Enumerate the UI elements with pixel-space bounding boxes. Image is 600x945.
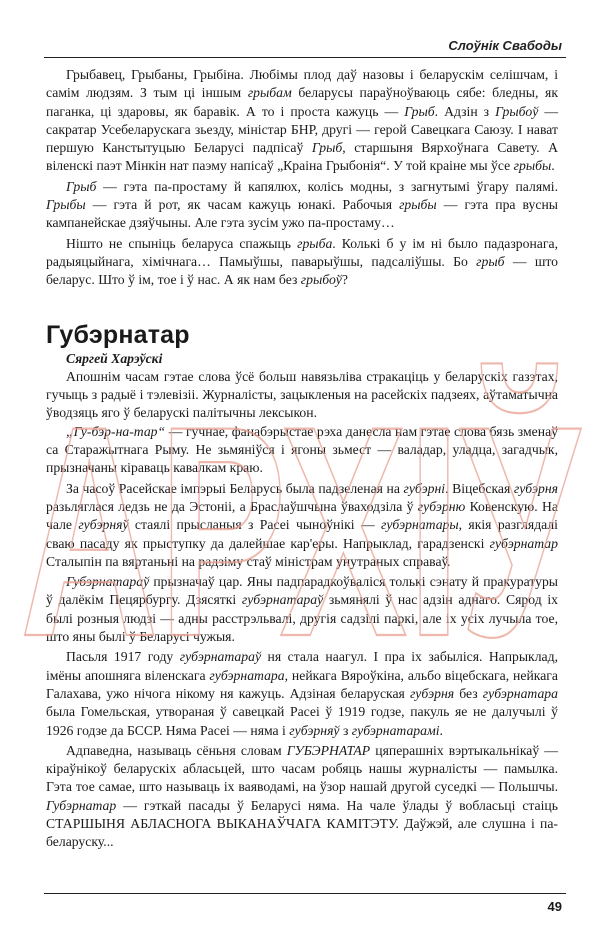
text-run: Грыбавец, Грыбаны, Грыбіна. Любімы плод даў назовы і беларускім селішчам, і самім людзям. З тым ці іншым	[46, 67, 558, 101]
italic-term: губэрня	[513, 480, 559, 496]
text-run: . Колькі б у ім ні было падазронага, радыяцыйнага, хімічнага… Памыўшы, паварыўшы, падсаліўшы. Бо	[46, 235, 558, 269]
paragraph	[46, 423, 558, 478]
italic-term: ГУБЭРНАТАР	[286, 742, 371, 758]
italic-term: грыба	[297, 235, 333, 251]
footer-rule	[44, 893, 566, 894]
text-run: стаялі прысланыя з Расеі чыноўнікі —	[128, 517, 382, 533]
text-run: , нейкага Вяроўкіна, альбо віцебскага, нейкага Галахава, ужо нічога нікому ня кажуць. Адзіная беларуская	[46, 667, 558, 701]
text-run: Апошнім часам гэтае слова ўсё больш навязьліва стракаціць у беларускіх газэтах, гучыць з радыё і тэлевізіі. Журналісты, зацыкленыя на расейскіх падзеях, аўтаматычна ўводзяць яго ў беларускі палітычны лексыкон.	[46, 368, 558, 421]
text-run: . Адзін з	[434, 103, 496, 119]
body-column	[46, 66, 558, 852]
text-run: з	[339, 722, 352, 738]
paragraph	[46, 178, 558, 233]
text-run: .	[439, 722, 443, 738]
italic-term: губэрню	[417, 498, 466, 514]
text-run: , старшыня Вярхоўнага Савету. А віленскі паэт Мінкін нат паэму напісаў „Краіна Грыбонія“. У той краіне мы ўсе	[46, 140, 558, 174]
italic-term: „Гу-бэр-на-тар“	[66, 423, 166, 439]
italic-term: губэрнатар	[489, 535, 558, 551]
text-run: прызначаў цар. Яны падпарадкоўваліся толькі сэнату й пракуратуры ў далёкім Пецярбургу. Дзясяткі	[46, 574, 558, 608]
italic-term: губэрнатарамі	[351, 722, 440, 738]
text-run: — гучнае, фанабэрыстае рэха данесла нам гэтае слова бязь зменаў са Старажытнага Рыму. Не зьмяніўся і ягоны зьмест — валадар, уладца, загадчык, прызначаны кіраваць кавалкам краю.	[46, 423, 558, 476]
text-run: Сталыпін па вяртаньні на радзіму стаў міністрам унутраных справаў.	[46, 553, 451, 569]
text-run: — гэта па-простаму й капялюх, колісь модны, з загнутымі ўгару палямі.	[96, 178, 558, 194]
italic-term: губэрнатары	[381, 517, 459, 533]
text-run: ?	[341, 272, 348, 288]
italic-term: Грыб	[404, 103, 435, 119]
entry	[46, 320, 558, 852]
paragraph	[46, 742, 558, 852]
text-run: — сакратар Усебеларускага зьезду, міністар БНР, другі — герой Савецкага Саюзу. І нават першую Канстытуцыю Беларусі падпісаў	[46, 103, 559, 156]
entry-headword: Губэрнатар	[46, 320, 190, 349]
text-run: беларусы параўноўваюць сябе: бледны, як паганка, ці здаровы, як баравік. А то і проста кажуць —	[46, 85, 558, 119]
text-run: Адпаведна, называць сёньня словам	[66, 742, 287, 758]
text-run: Ковенскую. На чале	[46, 498, 558, 533]
italic-term: грыбам	[247, 85, 292, 101]
italic-term: грыб	[476, 253, 505, 269]
text-run: ня стала наагул. І пра іх забыліся. Напрыклад, імёны апошняга віленскага	[46, 649, 558, 683]
text-run: — гэта й рот, як часам кажуць юнакі. Рабочыя	[85, 197, 400, 213]
text-run: , якія разглядалі сваю пасаду як прыступку да далейшае кар'еры. Напрыклад, гарадзенскі	[46, 517, 558, 551]
paragraph	[46, 648, 558, 739]
italic-term: Грыб	[66, 178, 97, 194]
text-run: . Віцебская	[445, 480, 514, 496]
italic-term: губэрнатараў	[241, 592, 324, 608]
text-run: За часоў Расейскае імпэрыі Беларусь была падзеленая на	[66, 480, 404, 496]
italic-term: Губэрнатараў	[66, 574, 150, 590]
italic-term: губэрня	[409, 685, 455, 701]
previous-entry-tail	[46, 66, 558, 290]
text-run: .	[551, 158, 555, 174]
paragraph	[46, 368, 558, 423]
text-run: — што беларус. Што ў ім, тое і ў нас. А як нам без	[46, 253, 559, 288]
text-run: — гэта пра вусны кампанейскае дзяўчыны. Але гэта зусім ужо па-простаму…	[46, 197, 558, 231]
italic-term: грыбы	[513, 158, 552, 174]
header-rule	[44, 57, 566, 58]
text-run: разьляглася ледзь не да Эстоніі, а Браслаўшчына ўваходзіла ў	[46, 498, 418, 514]
entry-author: Сяргей Харэўскі	[66, 350, 163, 366]
italic-term: грыбоў	[300, 272, 342, 288]
italic-term: губэрнатара	[209, 667, 285, 683]
italic-term: губэрняў	[289, 722, 340, 738]
text-run: без	[454, 685, 483, 701]
paragraph	[46, 66, 558, 176]
italic-term: губэрні	[403, 480, 446, 496]
page-number: 49	[547, 899, 562, 914]
text-run: Пасьля 1917 году	[66, 649, 180, 665]
watermark-text: АРХІЎ	[20, 363, 584, 695]
italic-term: губэрняў	[78, 517, 129, 533]
italic-term: Губэрнатар	[46, 797, 117, 813]
text-run: Нішто не спыніць беларуса спажыць	[66, 235, 298, 251]
text-run: зьмянялі ў нас адзін аднаго. Сярод іх былі розныя людзі — адны расстрэльвалі, другія садзілі паркі, але іх усіх лучыла тое, што яны былі ў Беларусі чужыя.	[46, 592, 558, 645]
italic-term: Грыб	[311, 140, 343, 156]
paragraph	[46, 235, 558, 290]
text-run: — гэткай пасады ў Беларусі няма. На чале ўлады ў вобласьці стаіць СТАРШЫНЯ АБЛАСНОГА ВЫКАНАЎЧАГА КАМІТЭТУ. Даўжэй, але слушна і па-беларуску...	[46, 797, 558, 850]
running-head: Слоўнік Свабоды	[448, 38, 562, 53]
italic-term: грыбы	[399, 197, 437, 213]
paragraph	[46, 480, 558, 571]
italic-term: губэрнатара	[482, 685, 558, 701]
italic-term: Грыбы	[46, 197, 86, 213]
paragraph	[46, 573, 558, 646]
italic-term: Грыбоў	[495, 103, 539, 119]
text-run: цяперашніх вэртыкальнікаў — кіраўнікоў беларускіх абласьцей, што часам робяць нашы журналісты — памылка. Гэта тое самае, што называць іх ваяводамі, на ўзор нашай другой суседкі — Польшчы.	[46, 742, 558, 795]
italic-term: губэрнатараў	[179, 649, 262, 665]
text-run: была Гомельская, утвораная ў савецкай Расеі ў 1919 годзе, пакуль яе не далучылі ў 1926 годзе да БССР. Няма Расеі — няма і	[46, 704, 558, 738]
